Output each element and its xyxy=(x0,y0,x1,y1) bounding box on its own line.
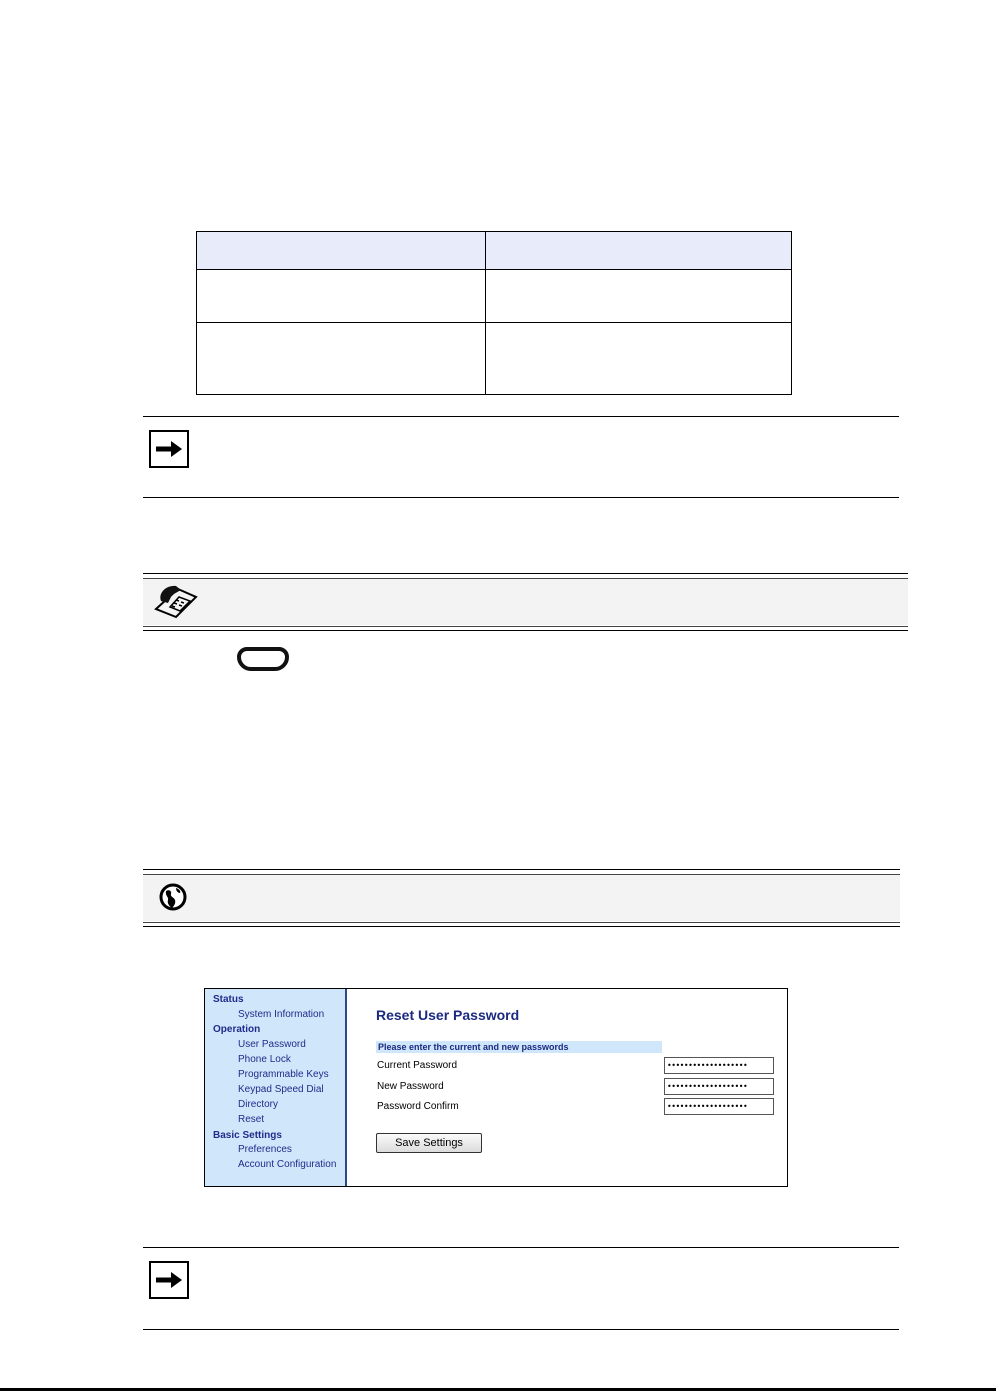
web-ui-page-title: Reset User Password xyxy=(376,1007,520,1023)
table-header-cell xyxy=(197,232,486,270)
nav-item-system-information[interactable]: System Information xyxy=(238,1009,325,1020)
new-password-input[interactable]: ••••••••••••••••••• xyxy=(664,1078,774,1095)
banner-inner-rule xyxy=(143,578,908,579)
phone-ui-banner xyxy=(143,578,908,625)
web-ui-instruction: Please enter the current and new passwords xyxy=(376,1041,662,1053)
options-key-icon xyxy=(237,647,289,671)
web-banner-under-rule xyxy=(143,926,900,927)
nav-item-phone-lock[interactable]: Phone Lock xyxy=(238,1054,291,1065)
save-settings-button[interactable]: Save Settings xyxy=(376,1133,482,1153)
nav-group-status[interactable]: Status xyxy=(213,994,244,1005)
banner-top-rule xyxy=(143,573,908,574)
doc-table xyxy=(196,231,792,395)
nav-group-operation[interactable]: Operation xyxy=(213,1024,261,1035)
table-cell xyxy=(197,270,486,323)
table-cell xyxy=(197,323,486,395)
web-ui-sidebar xyxy=(205,989,347,1186)
table-row xyxy=(197,323,792,395)
globe-icon xyxy=(158,882,188,917)
web-ui-screenshot xyxy=(204,988,788,1187)
nav-item-preferences[interactable]: Preferences xyxy=(238,1144,292,1155)
nav-item-reset[interactable]: Reset xyxy=(238,1114,265,1125)
table-cell xyxy=(486,323,792,395)
nav-item-keypad-speed-dial[interactable]: Keypad Speed Dial xyxy=(238,1084,324,1095)
note-top-rule xyxy=(143,416,899,417)
current-password-label: Current Password xyxy=(377,1060,458,1071)
banner-under-rule xyxy=(143,630,908,631)
note2-top-rule xyxy=(143,1247,899,1248)
current-password-input[interactable]: ••••••••••••••••••• xyxy=(664,1057,774,1074)
password-confirm-input[interactable]: ••••••••••••••••••• xyxy=(664,1098,774,1115)
table-cell xyxy=(486,270,792,323)
banner-bottom-rule xyxy=(143,626,908,627)
new-password-label: New Password xyxy=(377,1081,444,1092)
telephone-icon xyxy=(152,583,200,624)
nav-item-directory[interactable]: Directory xyxy=(238,1099,279,1110)
password-confirm-label: Password Confirm xyxy=(377,1101,459,1112)
web-banner-bottom-rule xyxy=(143,922,900,923)
table-header-cell xyxy=(486,232,792,270)
table-header-row xyxy=(197,232,792,270)
nav-item-account-configuration[interactable]: Account Configuration xyxy=(238,1159,337,1170)
web-ui-banner xyxy=(143,874,900,921)
table-row xyxy=(197,270,792,323)
nav-item-user-password[interactable]: User Password xyxy=(238,1039,306,1050)
web-banner-top-rule xyxy=(143,869,900,870)
note2-bottom-rule xyxy=(143,1329,899,1330)
nav-group-basic-settings[interactable]: Basic Settings xyxy=(213,1130,282,1141)
note-bottom-rule xyxy=(143,497,899,498)
note-arrow-icon xyxy=(149,430,189,468)
web-banner-inner-rule xyxy=(143,874,900,875)
note2-arrow-icon xyxy=(149,1261,189,1299)
nav-item-programmable-keys[interactable]: Programmable Keys xyxy=(238,1069,329,1080)
